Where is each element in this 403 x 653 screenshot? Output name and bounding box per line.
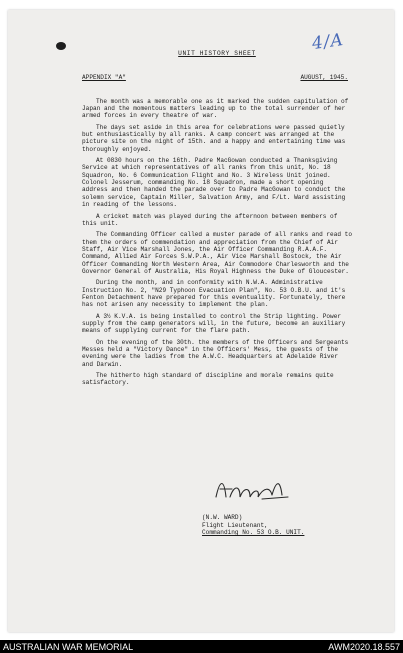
handwritten-signature — [210, 475, 292, 505]
caption-bar — [0, 640, 403, 653]
signatory-role: Commanding No. 53 O.B. UNIT. — [202, 529, 305, 537]
paragraph: On the evening of the 30th. the members of the Officers and Sergeants Messes held a "Victory Dance" in the Officers' Mess, the guests of the evening were the ladies from the A.W.C. Headquarters at Adelaide River and Darwin. — [82, 338, 349, 368]
appendix-label: APPENDIX "A" — [82, 74, 126, 82]
signatory-name: (N.W. WARD) — [202, 514, 243, 521]
paragraph: The hitherto high standard of discipline and morale remains quite satisfactory. — [82, 372, 334, 387]
paragraph: The Commanding Officer called a muster parade of all ranks and read to them the orders of commendation and appreciation from the Chief of Air Staff, Air Vice Marshall Jones, the Air Officer Commanding R.A.A.F. Command, Allied Air Forces S.W.P.A., Air Vice Marshall Bostock, the Air Officer Commanding North Western Area, Air Commodore Charlesworth and the Governor General of Australia, His Royal Highness the Duke of Gloucester. — [82, 231, 352, 275]
header-line — [82, 74, 352, 81]
document-date: AUGUST, 1945. — [300, 74, 348, 82]
signatory-rank: Flight Lieutenant, — [202, 521, 268, 529]
paragraph: A cricket match was played during the afternoon between members of this unit. — [82, 212, 338, 227]
caption-accession: AWM2020.18.557 — [328, 641, 400, 652]
paragraph: The month was a memorable one as it marked the sudden capitulation of Japan and the momentous matters leading up to the total surrender of her armed forces in every theatre of war. — [82, 97, 349, 120]
paragraph: A 3½ K.V.A. is being installed to control the Strip lighting. Power supply from the camp generators will, in the future, become an auxiliary means of supplying current for the flare path. — [82, 312, 346, 335]
document-title: UNIT HISTORY SHEET — [178, 50, 256, 57]
paragraph: During the month, and in conformity with N.W.A. Administrative Instruction No. 2, "N29 Typhoon Evacuation Plan", No. 53 O.B.U. and it's Fenton Detachment have prepared for this eventuality. Fortunately, there has not arisen any necessity to implement the plan. — [82, 279, 346, 309]
document-page — [8, 10, 394, 632]
document-body — [82, 50, 352, 391]
paragraph: At 0830 hours on the 16th. Padre MacGowan conducted a Thanksgiving Service at which representatives of all ranks from this unit, No. 18 Squadron, No. 6 Communication Flight and No. 3 Wireless Unit joined. Colonel Jesserum, commanding No. 18 Squadron, made a short opening address and then handed the parade over to Padre MacGowan to conduct the solemn service, Captain Miller, Salvation Army, and F/Lt. Ward assisting in reading of the lessons. — [82, 157, 346, 209]
paragraph: The days set aside in this area for celebrations were passed quietly but enthusiastically by all ranks. A camp concert was arranged at the picture site on the night of 15th. and a happy and entertaining time was thoroughly enjoyed. — [82, 123, 346, 153]
handwritten-reference: 4/A — [310, 29, 346, 55]
signature-lines — [202, 514, 372, 537]
signature-block — [202, 475, 372, 537]
caption-source: AUSTRALIAN WAR MEMORIAL — [3, 641, 134, 652]
punch-hole — [56, 42, 66, 50]
